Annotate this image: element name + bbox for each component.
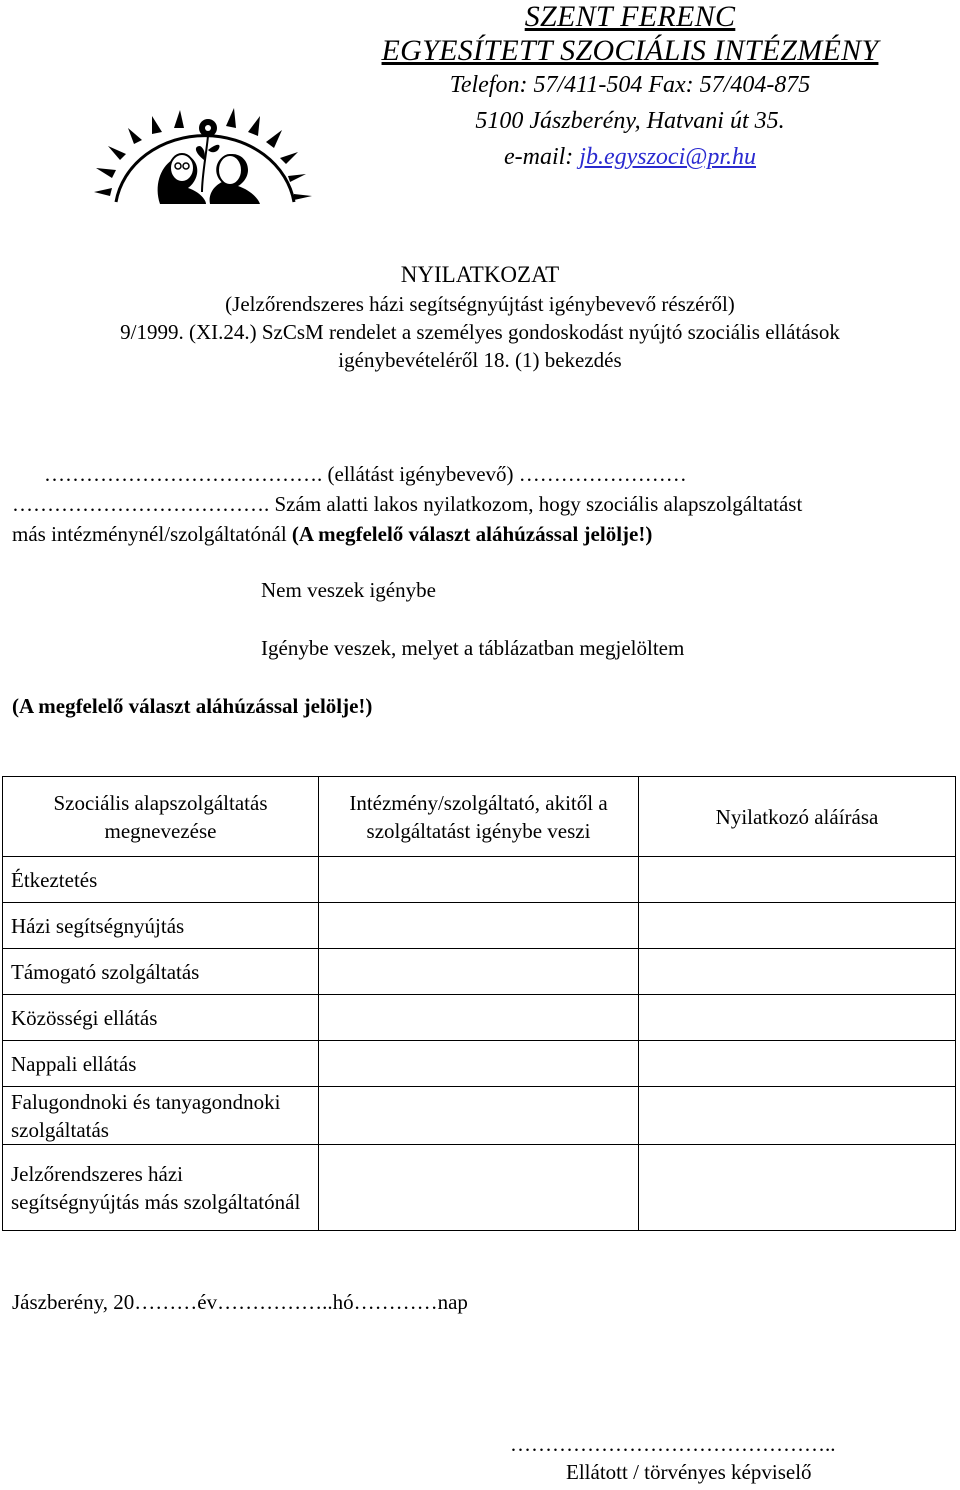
regulation-reference-line2: igénybevételéről 18. (1) bekezdés <box>338 348 622 372</box>
service-name-cell: Közösségi ellátás <box>3 995 319 1041</box>
signature-label: Ellátott / törvényes képviselő <box>566 1460 812 1484</box>
service-name-cell: Házi segítségnyújtás <box>3 903 319 949</box>
provider-cell[interactable] <box>319 857 639 903</box>
address-line: 5100 Jászberény, Hatvani út 35. <box>475 108 785 134</box>
service-name-cell: Támogató szolgáltatás <box>3 949 319 995</box>
regulation-reference-line1: 9/1999. (XI.24.) SzCsM rendelet a személyes gondoskodást nyújtó szociális ellátások <box>120 320 840 344</box>
signature-cell[interactable] <box>639 857 956 903</box>
provider-cell[interactable] <box>319 903 639 949</box>
statement-institution-text: más intézménynél/szolgáltatónál <box>12 522 292 546</box>
underline-instruction-inline: (A megfelelő választ aláhúzással jelölje!) <box>291 522 653 546</box>
table-row <box>3 949 956 995</box>
header-provider: Intézmény/szolgáltató, akitől a szolgáltatást igénybe veszi <box>319 777 639 857</box>
signature-cell[interactable] <box>639 949 956 995</box>
table-row <box>3 1145 956 1231</box>
table-row <box>3 1087 956 1145</box>
option-not-used[interactable]: Nem veszek igénybe <box>261 578 436 602</box>
service-name-cell: Nappali ellátás <box>3 1041 319 1087</box>
provider-cell[interactable] <box>319 949 639 995</box>
underline-instruction: (A megfelelő választ aláhúzással jelölje!) <box>12 694 373 718</box>
phone-fax-line: Telefon: 57/411-504 Fax: 57/404-875 <box>449 72 811 98</box>
signature-cell[interactable] <box>639 903 956 949</box>
provider-cell[interactable] <box>319 1041 639 1087</box>
table-row <box>3 1041 956 1087</box>
signature-cell[interactable] <box>639 1041 956 1087</box>
option-used[interactable]: Igénybe veszek, melyet a táblázatban megjelöltem <box>261 636 685 660</box>
signature-cell[interactable] <box>639 995 956 1041</box>
table-header-row <box>3 777 956 857</box>
provider-cell[interactable] <box>319 1145 639 1231</box>
service-name-cell: Jelzőrendszeres házi segítségnyújtás más szolgáltatónál <box>3 1145 319 1231</box>
statement-line-address: ………………………………. Szám alatti lakos nyilatkozom, hogy szociális alapszolgáltatást <box>12 492 803 516</box>
declaration-title: NYILATKOZAT <box>400 262 560 287</box>
date-line[interactable]: Jászberény, 20………év……………..hó…………nap <box>12 1290 468 1314</box>
email-link[interactable]: jb.egyszoci@pr.hu <box>579 144 757 170</box>
signature-line[interactable]: ……………………………………….. <box>510 1432 836 1456</box>
statement-line-institution <box>12 522 652 547</box>
provider-cell[interactable] <box>319 995 639 1041</box>
table-row <box>3 995 956 1041</box>
services-table <box>2 776 956 1231</box>
institution-logo <box>90 96 320 206</box>
table-row <box>3 903 956 949</box>
header-service-name: Szociális alapszolgáltatás megnevezése <box>3 777 319 857</box>
statement-line-name: …………………………………. (ellátást igénybevevő) …………………… <box>44 462 687 486</box>
institution-name-line1: SZENT FERENC <box>524 0 736 33</box>
institution-name-line2: EGYESÍTETT SZOCIÁLIS INTÉZMÉNY <box>381 34 879 67</box>
signature-cell[interactable] <box>639 1145 956 1231</box>
email-line <box>300 144 960 171</box>
email-label: e-mail: <box>503 144 580 170</box>
signature-cell[interactable] <box>639 1087 956 1145</box>
service-name-cell: Falugondnoki és tanyagondnoki szolgáltatás <box>3 1087 319 1145</box>
declaration-subtitle: (Jelzőrendszeres házi segítségnyújtást igénybevevő részéről) <box>225 292 735 316</box>
service-name-cell: Étkeztetés <box>3 857 319 903</box>
header-signature: Nyilatkozó aláírása <box>639 777 956 857</box>
provider-cell[interactable] <box>319 1087 639 1145</box>
table-row <box>3 857 956 903</box>
